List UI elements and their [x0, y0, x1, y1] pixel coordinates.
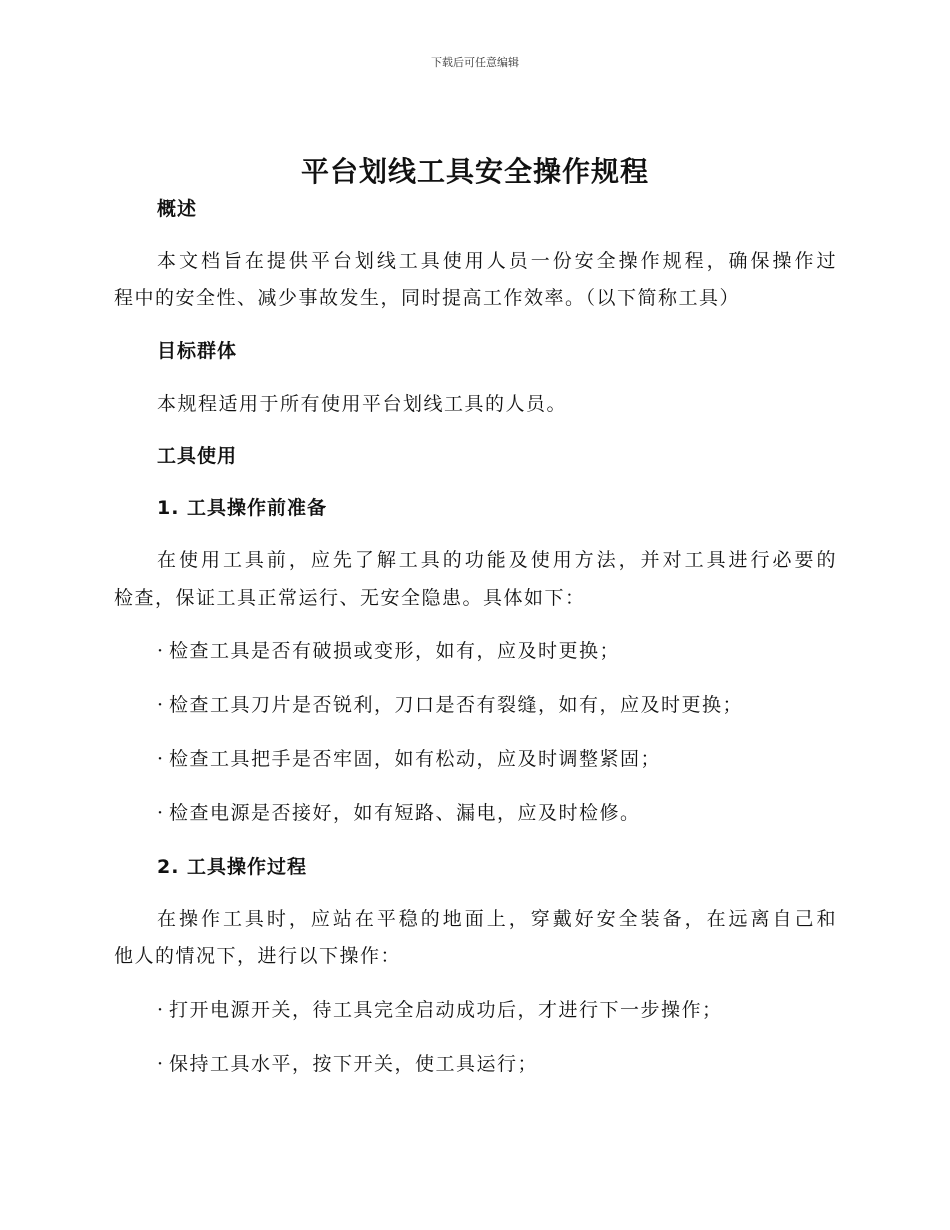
bullet-dot: ·	[157, 999, 165, 1021]
overview-heading: 概述	[157, 198, 198, 220]
prep-bullet-1	[157, 639, 837, 663]
prep-bullet-text: 检查电源是否接好，如有短路、漏电，应及时检修。	[169, 802, 641, 824]
prep-bullet-3	[157, 747, 837, 771]
bullet-dot: ·	[157, 748, 165, 770]
prep-bullet-text: 检查工具把手是否牢固，如有松动，应及时调整紧固；	[169, 748, 662, 770]
prep-bullet-2	[157, 693, 837, 717]
prep-paragraph-line-2: 检查，保证工具正常运行、无安全隐患。具体如下：	[114, 587, 586, 609]
process-heading: 2. 工具操作过程	[157, 856, 308, 878]
bullet-dot: ·	[157, 1053, 165, 1075]
overview-paragraph-line-2: 程中的安全性、减少事故发生，同时提高工作效率。（以下简称工具）	[114, 287, 741, 309]
overview-paragraph-line-1: 本文档旨在提供平台划线工具使用人员一份安全操作规程，确保操作过	[157, 250, 837, 272]
prep-paragraph-line-1: 在使用工具前，应先了解工具的功能及使用方法，并对工具进行必要的	[157, 549, 837, 571]
process-paragraph-line-2: 他人的情况下，进行以下操作：	[114, 945, 402, 967]
prep-bullet-text: 检查工具是否有破损或变形，如有，应及时更换；	[169, 640, 621, 662]
process-bullet-2	[157, 1052, 837, 1076]
prep-bullet-4	[157, 801, 837, 825]
process-bullet-text: 保持工具水平，按下开关，使工具运行；	[169, 1053, 539, 1075]
bullet-dot: ·	[157, 802, 165, 824]
prep-heading: 1. 工具操作前准备	[157, 497, 328, 519]
process-paragraph-line-1: 在操作工具时，应站在平稳的地面上，穿戴好安全装备，在远离自己和	[157, 908, 837, 930]
target-heading: 目标群体	[157, 340, 238, 362]
usage-heading: 工具使用	[157, 445, 238, 467]
process-bullet-text: 打开电源开关，待工具完全启动成功后，才进行下一步操作；	[169, 999, 723, 1021]
target-paragraph: 本规程适用于所有使用平台划线工具的人员。	[157, 393, 568, 415]
prep-bullet-text: 检查工具刀片是否锐利，刀口是否有裂缝，如有，应及时更换；	[169, 694, 744, 716]
header-note: 下载后可任意编辑	[431, 56, 519, 69]
document-title: 平台划线工具安全操作规程	[300, 155, 649, 188]
bullet-dot: ·	[157, 694, 165, 716]
process-bullet-1	[157, 998, 837, 1022]
bullet-dot: ·	[157, 640, 165, 662]
